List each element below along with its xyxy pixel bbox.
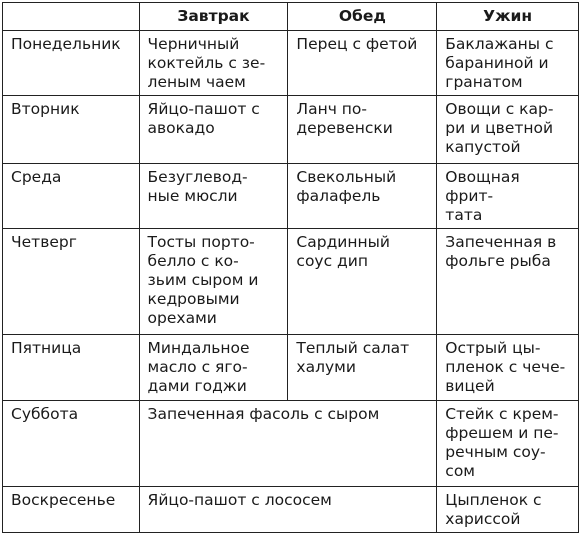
header-breakfast: Завтрак [139,3,288,31]
breakfast-cell: Миндальное масло с яго- дами годжи [139,335,288,401]
header-row [3,3,579,31]
dinner-cell: Острый цы- пленок с чече- вицей [437,335,579,401]
lunch-cell: Перец с фетой [288,31,437,96]
lunch-cell: Свекольный фалафель [288,164,437,229]
lunch-cell: Сардинный соус дип [288,229,437,335]
day-cell: Суббота [3,401,140,487]
dinner-cell: Стейк с крем- фрешем и пе- речным соу- сом [437,401,579,487]
table-row [3,229,579,335]
header-dinner: Ужин [437,3,579,31]
table-row [3,96,579,164]
day-cell: Четверг [3,229,140,335]
breakfast-lunch-cell: Яйцо-пашот с лососем [139,487,437,533]
day-cell: Вторник [3,96,140,164]
dinner-cell: Овощи с кар- ри и цветной капустой [437,96,579,164]
lunch-cell: Ланч по- деревенски [288,96,437,164]
header-day [3,3,140,31]
breakfast-lunch-cell: Запеченная фасоль с сыром [139,401,437,487]
breakfast-cell: Черничный коктейль с зе- леным чаем [139,31,288,96]
day-cell: Среда [3,164,140,229]
table-row [3,487,579,533]
dinner-cell: Цыпленок с хариссой [437,487,579,533]
day-cell: Пятница [3,335,140,401]
breakfast-cell: Тосты порто- белло с ко- зьим сыром и кедровыми орехами [139,229,288,335]
dinner-cell: Овощная фрит- тата [437,164,579,229]
table-row [3,335,579,401]
table-row [3,401,579,487]
dinner-cell: Запеченная в фольге рыба [437,229,579,335]
day-cell: Понедельник [3,31,140,96]
breakfast-cell: Яйцо-пашот с авокадо [139,96,288,164]
table-row [3,31,579,96]
dinner-cell: Баклажаны с бараниной и гранатом [437,31,579,96]
meal-plan-table [2,2,579,533]
lunch-cell: Теплый салат халуми [288,335,437,401]
table-row [3,164,579,229]
breakfast-cell: Безуглевод- ные мюсли [139,164,288,229]
header-lunch: Обед [288,3,437,31]
day-cell: Воскресенье [3,487,140,533]
